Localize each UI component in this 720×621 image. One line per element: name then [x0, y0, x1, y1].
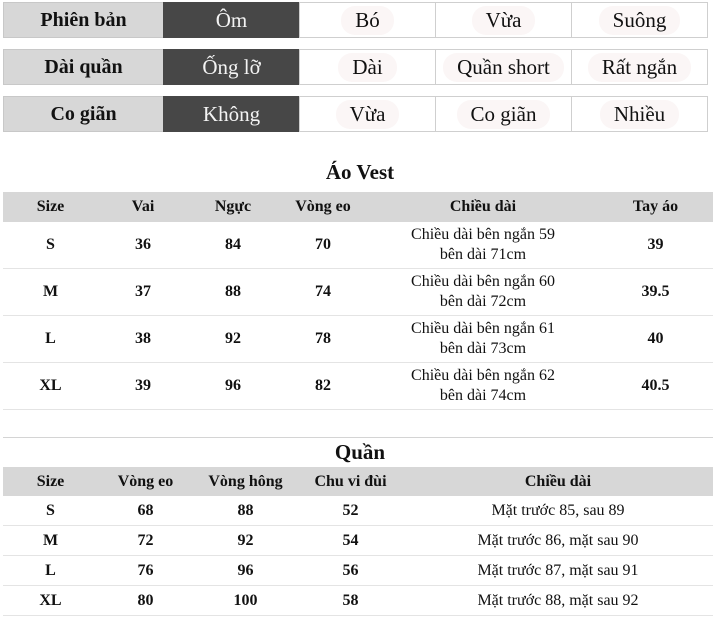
size-cell: M: [3, 269, 98, 316]
table-row: [3, 496, 713, 526]
chest-cell: 88: [188, 269, 278, 316]
attr-option[interactable]: [435, 49, 572, 85]
chest-cell: 92: [188, 316, 278, 363]
attr-label: Phiên bản: [3, 2, 164, 38]
col-header-hip: Vòng hông: [193, 467, 298, 496]
table-row: [3, 269, 713, 316]
col-header-waist: Vòng eo: [98, 467, 193, 496]
shoulder-cell: 38: [98, 316, 188, 363]
vest-table-title: Áo Vest: [325, 160, 395, 184]
length-cell: Mặt trước 88, mặt sau 92: [403, 586, 713, 616]
attr-row-pants-length: [3, 49, 713, 85]
col-header-shoulder: Vai: [98, 192, 188, 222]
col-header-waist: Vòng eo: [278, 192, 368, 222]
attr-option-label: Dài: [338, 53, 396, 82]
length-cell: [368, 316, 598, 363]
length-line-2: bên dài 72cm: [439, 293, 527, 310]
thigh-cell: 54: [298, 526, 403, 556]
sleeve-cell: 39: [598, 222, 713, 269]
attr-option[interactable]: [571, 49, 708, 85]
table-header-row: [3, 467, 713, 496]
waist-cell: 70: [278, 222, 368, 269]
col-header-length: Chiều dài: [403, 467, 713, 496]
attr-option[interactable]: [299, 49, 436, 85]
shoulder-cell: 37: [98, 269, 188, 316]
shoulder-cell: 39: [98, 363, 188, 410]
sleeve-cell: 40: [598, 316, 713, 363]
size-cell: L: [3, 316, 98, 363]
attr-option-label: Ôm: [215, 7, 248, 32]
waist-cell: 74: [278, 269, 368, 316]
attr-option[interactable]: [435, 96, 572, 132]
attr-option-label: Ống lỡ: [202, 54, 261, 79]
length-line-1: Chiều dài bên ngắn 59: [411, 226, 555, 243]
attr-option-label: Vừa: [472, 6, 536, 35]
sleeve-cell: 40.5: [598, 363, 713, 410]
attr-option-selected[interactable]: [163, 49, 300, 85]
length-line-1: Chiều dài bên ngắn 61: [411, 320, 555, 337]
attr-label: Co giãn: [3, 96, 164, 132]
attr-option[interactable]: [299, 2, 436, 38]
attr-option-label: Rất ngắn: [588, 53, 691, 82]
size-cell: S: [3, 496, 98, 526]
length-cell: Mặt trước 85, sau 89: [403, 496, 713, 526]
length-line-2: bên dài 74cm: [439, 387, 527, 404]
attr-option-label: Vừa: [336, 100, 400, 129]
attr-option[interactable]: [571, 2, 708, 38]
col-header-length: Chiều dài: [368, 192, 598, 222]
hip-cell: 96: [193, 556, 298, 586]
chest-cell: 84: [188, 222, 278, 269]
length-line-1: Chiều dài bên ngắn 62: [411, 367, 555, 384]
attr-row-stretch: [3, 96, 713, 132]
attr-option-label: Nhiều: [600, 100, 679, 129]
attr-row-version: [3, 2, 713, 38]
waist-cell: 72: [98, 526, 193, 556]
chest-cell: 96: [188, 363, 278, 410]
attr-option-label: Co giãn: [457, 100, 551, 129]
table-header-row: [3, 192, 713, 222]
size-cell: XL: [3, 586, 98, 616]
table-row: [3, 222, 713, 269]
attr-option-label: Suông: [599, 6, 681, 35]
waist-cell: 76: [98, 556, 193, 586]
waist-cell: 68: [98, 496, 193, 526]
thigh-cell: 58: [298, 586, 403, 616]
waist-cell: 80: [98, 586, 193, 616]
attr-option-label: Bó: [341, 6, 394, 35]
hip-cell: 92: [193, 526, 298, 556]
length-line-1: Chiều dài bên ngắn 60: [411, 273, 555, 290]
attr-option-label: Quần short: [443, 53, 564, 82]
shoulder-cell: 36: [98, 222, 188, 269]
table-row: [3, 526, 713, 556]
length-line-2: bên dài 73cm: [439, 340, 527, 357]
table-row: [3, 586, 713, 616]
size-cell: S: [3, 222, 98, 269]
size-cell: M: [3, 526, 98, 556]
attr-label: Dài quần: [3, 49, 164, 85]
col-header-chest: Ngực: [188, 192, 278, 222]
length-line-2: bên dài 71cm: [439, 246, 527, 263]
vest-size-table: [3, 192, 713, 410]
thigh-cell: 56: [298, 556, 403, 586]
col-header-size: Size: [3, 192, 98, 222]
length-cell: Mặt trước 87, mặt sau 91: [403, 556, 713, 586]
length-cell: [368, 222, 598, 269]
waist-cell: 78: [278, 316, 368, 363]
attr-option[interactable]: [435, 2, 572, 38]
attr-option-selected[interactable]: [163, 96, 300, 132]
hip-cell: 88: [193, 496, 298, 526]
thigh-cell: 52: [298, 496, 403, 526]
table-row: [3, 363, 713, 410]
size-cell: L: [3, 556, 98, 586]
size-cell: XL: [3, 363, 98, 410]
attr-option[interactable]: [571, 96, 708, 132]
length-cell: [368, 269, 598, 316]
table-row: [3, 316, 713, 363]
table-row: [3, 556, 713, 586]
pants-size-table: [3, 467, 713, 616]
length-cell: Mặt trước 86, mặt sau 90: [403, 526, 713, 556]
length-cell: [368, 363, 598, 410]
col-header-thigh: Chu vi đùi: [298, 467, 403, 496]
pants-table-title: Quần: [334, 440, 386, 464]
waist-cell: 82: [278, 363, 368, 410]
col-header-size: Size: [3, 467, 98, 496]
section-divider: [3, 437, 713, 438]
col-header-sleeve: Tay áo: [598, 192, 713, 222]
attr-option-selected[interactable]: [163, 2, 300, 38]
hip-cell: 100: [193, 586, 298, 616]
sleeve-cell: 39.5: [598, 269, 713, 316]
attr-option[interactable]: [299, 96, 436, 132]
attr-option-label: Không: [202, 101, 261, 126]
